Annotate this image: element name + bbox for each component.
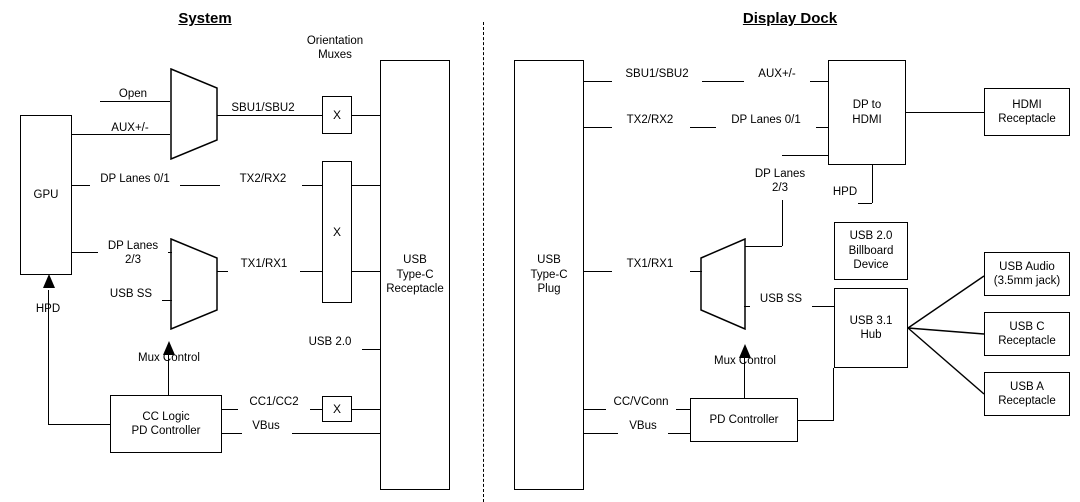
hub-fanout-lines: [906, 270, 986, 400]
aux-label-dock: AUX+/-: [758, 68, 796, 80]
line-dp23-mux: [168, 252, 172, 253]
line-x-top-out: [352, 115, 380, 116]
dock-title: Display Dock: [742, 10, 838, 27]
line-usbss-dock-a: [744, 306, 750, 307]
line-tx2rx2-dock-c: [816, 127, 828, 128]
usb-a-receptacle-label: USB A Receptacle: [998, 380, 1056, 407]
usb-c-receptacle-label: USB C Receptacle: [998, 320, 1056, 347]
line-pd-to-hub-h: [798, 420, 834, 421]
line-tx2rx2-dock-a: [584, 127, 612, 128]
hpd-label-dock: HPD: [832, 186, 858, 198]
upper-mux: [170, 68, 218, 160]
line-usb20: [362, 349, 380, 350]
cc-logic-pd-controller-box: [110, 395, 222, 453]
dp-lanes-01-label-dock: DP Lanes 0/1: [731, 114, 801, 126]
line-aux: [72, 134, 170, 135]
dp-to-hdmi-label: DP to HDMI: [852, 99, 882, 126]
line-dphdmi-hdmi: [906, 112, 984, 113]
usb-audio-label: USB Audio (3.5mm jack): [993, 260, 1061, 287]
usb-typec-receptacle-label: USB Type-C Receptacle: [386, 254, 444, 296]
line-sbu-dock-a: [584, 81, 612, 82]
line-cc-a: [222, 409, 238, 410]
orientation-mux-x-top: [322, 96, 352, 134]
line-usbss-dock-b: [812, 306, 834, 307]
line-dp23-dock-v: [782, 200, 783, 246]
usb-typec-plug-box: [514, 60, 584, 490]
line-vbus-dock-a: [584, 433, 618, 434]
cc-logic-label: CC Logic PD Controller: [131, 410, 201, 437]
line-tx1rx1-dock-b: [690, 271, 702, 272]
line-hpd-dock-h: [858, 203, 872, 204]
dp-lanes-23-label-dock: DP Lanes 2/3: [754, 168, 806, 194]
dp-to-hdmi-box: [828, 60, 906, 165]
open-label: Open: [118, 88, 148, 100]
pd-controller-label: PD Controller: [709, 413, 779, 426]
gpu-label: GPU: [33, 188, 59, 201]
hdmi-receptacle-label: HDMI Receptacle: [998, 98, 1056, 125]
billboard-device-label: USB 2.0 Billboard Device: [848, 230, 894, 272]
line-dp01-mid: [180, 185, 220, 186]
x-glyph-bottom: X: [332, 402, 341, 416]
usb-hub-box: [834, 288, 908, 368]
tx1rx1-label-dock: TX1/RX1: [626, 258, 674, 270]
orientation-mux-x-bottom: [322, 396, 352, 422]
sbu-label-dock: SBU1/SBU2: [625, 68, 689, 80]
line-dp23-dock-to-box: [782, 155, 828, 156]
line-hpd-horizontal: [48, 424, 110, 425]
usb-ss-label: USB SS: [109, 288, 153, 300]
cc-vconn-label: CC/VConn: [613, 396, 669, 408]
cc1cc2-label: CC1/CC2: [249, 396, 299, 408]
line-tx2rx2-dock-b: [690, 127, 716, 128]
line-cc-c: [352, 409, 380, 410]
line-ccvconn-b: [676, 409, 690, 410]
hpd-label-system: HPD: [35, 303, 61, 315]
line-vbus-a: [222, 433, 242, 434]
gpu-box: [20, 115, 72, 275]
center-divider: [483, 22, 484, 502]
usb-ss-label-dock: USB SS: [759, 293, 803, 305]
usb-hub-label: USB 3.1 Hub: [849, 314, 893, 341]
lower-mux: [170, 238, 218, 330]
line-dp23-dock-h: [744, 246, 782, 247]
line-usbss-mux: [162, 300, 172, 301]
line-ccvconn-a: [584, 409, 606, 410]
line-sbu-system: [217, 115, 322, 116]
line-cc-b: [310, 409, 322, 410]
x-glyph-middle: X: [332, 225, 341, 239]
orientation-muxes-label: Orientation Muxes: [306, 35, 364, 61]
dock-mux: [700, 238, 746, 330]
usb20-label: USB 2.0: [308, 336, 352, 348]
line-vbus-b: [292, 433, 380, 434]
tx2rx2-label-dock: TX2/RX2: [626, 114, 674, 126]
usb-typec-receptacle-box: [380, 60, 450, 490]
line-dp23-gpu: [72, 252, 98, 253]
mux-control-label-system: Mux Control: [138, 352, 200, 364]
line-hpd-dock: [872, 165, 873, 203]
orientation-mux-x-middle: [322, 161, 352, 303]
vbus-label-dock: VBus: [629, 420, 657, 432]
mux-control-label-dock: Mux Control: [714, 355, 776, 367]
line-open: [100, 101, 170, 102]
tx2rx2-label-system: TX2/RX2: [239, 173, 287, 185]
dp-lanes-23-label: DP Lanes 2/3: [107, 240, 159, 266]
usb-audio-box: [984, 252, 1070, 296]
line-pd-to-hub-v: [833, 368, 834, 421]
sbu-label-system: SBU1/SBU2: [231, 102, 295, 114]
system-title: System: [178, 10, 232, 27]
line-dp01-gpu: [72, 185, 90, 186]
x-glyph-top: X: [332, 108, 341, 122]
line-vbus-dock-b: [668, 433, 690, 434]
usb-typec-plug-label: USB Type-C Plug: [530, 254, 568, 296]
usb-c-receptacle-box: [984, 312, 1070, 356]
line-sbu-dock-c: [810, 81, 828, 82]
pd-controller-box: [690, 398, 798, 442]
hpd-arrow: [41, 274, 57, 292]
line-tx1rx1-dock-a: [584, 271, 612, 272]
aux-label: AUX+/-: [111, 122, 149, 134]
dp-lanes-01-label: DP Lanes 0/1: [100, 173, 170, 185]
line-sbu-dock-b: [702, 81, 744, 82]
vbus-label-system: VBus: [252, 420, 280, 432]
hdmi-receptacle-box: [984, 88, 1070, 136]
line-tx1rx1-a: [217, 271, 228, 272]
tx1rx1-label-system: TX1/RX1: [240, 258, 288, 270]
usb-a-receptacle-box: [984, 372, 1070, 416]
billboard-device-box: [834, 222, 908, 280]
